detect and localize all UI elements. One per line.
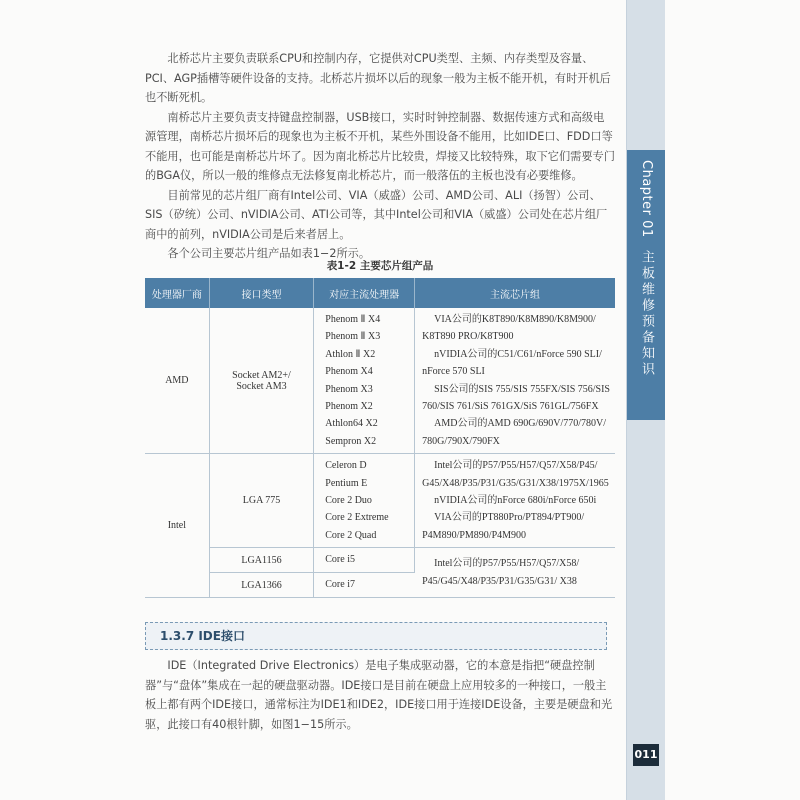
table-header-row — [145, 278, 615, 308]
cpu-item: Core 2 Quad — [325, 529, 377, 541]
chipset-line: 780G/790X/790FX — [422, 435, 500, 447]
section-title: 1.3.7 IDE接口 — [160, 629, 245, 643]
chipset-line: nVIDIA公司的C51/C61/nForce 590 SLI/ — [434, 348, 602, 360]
cpu-item: Celeron D — [325, 460, 367, 472]
interface-cell: LGA1156 — [209, 548, 314, 573]
chipset-line: SIS公司的SIS 755/SIS 755FX/SIS 756/SIS — [434, 383, 610, 395]
interface-line: Socket AM3 — [236, 380, 287, 392]
header-interface: 接口类型 — [209, 278, 314, 308]
header-cpu: 对应主流处理器 — [314, 278, 415, 308]
paragraph-southbridge: 南桥芯片主要负责支持键盘控制器，USB接口，实时时钟控制器、数据传速方式和高级电源管理，南桥芯片损坏后的现象也为主板不开机，某些外围设备不能用，比如IDE口、FDD口等不能用，也可能是南桥芯片坏了。因为南北桥芯片比较贵，焊接又比较特殊，取下它们需要专门的BGA仪，所以一般的维修点无法修复南北桥芯片，而一般落伍的主板也没有必要维修。 — [145, 110, 615, 182]
cpu-item: Phenom Ⅱ X3 — [325, 331, 381, 343]
chipset-cell — [415, 454, 615, 548]
header-vendor: 处理器厂商 — [145, 278, 209, 308]
cpu-item: Athlon64 X2 — [325, 418, 378, 430]
chipset-line: VIA公司的K8T890/K8M890/K8M900/ — [434, 314, 596, 325]
chipset-line: G45/X48/P35/P31/G35/G31/X38/1975X/1965 — [422, 477, 609, 489]
table-row-amd — [145, 308, 615, 454]
chipset-line: VIA公司的PT880Pro/PT894/PT900/ — [434, 512, 585, 524]
cpu-item: Phenom Ⅱ X4 — [325, 314, 381, 325]
paragraph-northbridge: 北桥芯片主要负责联系CPU和控制内存，它提供对CPU类型、主频、内存类型及容量、PCI、AGP插槽等硬件设备的支持。北桥芯片损坏以后的现象一般为主板不能开机，有时开机后也不断死机。 — [145, 52, 611, 104]
chapter-label — [632, 160, 660, 410]
cpu-item: Athlon Ⅱ X2 — [325, 348, 376, 360]
paragraph-table-ref: 各个公司主要芯片组产品如表1−2所示。 — [167, 247, 371, 260]
interface-line: Socket AM2+/ — [232, 369, 291, 381]
cpu-item: Core 2 Extreme — [325, 512, 389, 524]
table-caption: 表1-2 主要芯片组产品 — [326, 260, 434, 272]
cpu-item: Core i7 — [325, 579, 355, 591]
section-heading-box — [145, 622, 607, 650]
intro-text — [145, 49, 615, 264]
chapter-number: Chapter 01 — [639, 160, 654, 238]
chipset-line: nVIDIA公司的nForce 680i/nForce 650i — [434, 494, 597, 506]
chipset-cell — [415, 308, 615, 454]
chipset-table — [145, 278, 615, 598]
table-row-intel-lga1156 — [145, 548, 615, 573]
paragraph-ide: IDE（Integrated Drive Electronics）是电子集成驱动器，它的本意是指把“硬盘控制器”与“盘体”集成在一起的硬盘驱动器。IDE接口是目前在硬盘上应用较多的一种接口，一般主板上都有两个IDE接口，通常标注为IDE1和IDE2，IDE接口用于连接IDE设备，主要是硬盘和光驱，此接口有40根针脚，如图1−15所示。 — [145, 659, 613, 731]
chipset-line: K8T890 PRO/K8T900 — [422, 331, 514, 343]
chipset-line: P4M890/PM890/P4M900 — [422, 529, 527, 541]
vendor-cell: Intel — [145, 454, 209, 598]
interface-cell — [209, 308, 314, 454]
chipset-line: nForce 570 SLI — [422, 366, 485, 378]
interface-cell: LGA 775 — [209, 454, 314, 548]
interface-cell: LGA1366 — [209, 573, 314, 598]
cpu-cell — [314, 548, 415, 573]
chipset-cell — [415, 548, 615, 598]
page-number: 011 — [633, 744, 659, 766]
cpu-cell — [314, 308, 415, 454]
chipset-line: AMD公司的AMD 690G/690V/770/780V/ — [434, 418, 607, 430]
vendor-cell: AMD — [145, 308, 209, 454]
header-chipset: 主流芯片组 — [415, 278, 615, 308]
chipset-line: Intel公司的P57/P55/H57/Q57/X58/ — [434, 558, 580, 570]
cpu-item: Phenom X2 — [325, 400, 373, 412]
cpu-item: Pentium E — [325, 477, 368, 489]
chipset-line: P45/G45/X48/P35/P31/G35/G31/ X38 — [422, 575, 577, 587]
cpu-cell — [314, 573, 415, 598]
chipset-line: 760/SIS 761/SiS 761GX/SiS 761GL/756FX — [422, 400, 599, 412]
cpu-item: Core 2 Duo — [325, 494, 372, 506]
ide-text — [145, 656, 615, 734]
cpu-item: Phenom X4 — [325, 366, 373, 378]
cpu-item: Phenom X3 — [325, 383, 373, 395]
cpu-item: Sempron X2 — [325, 435, 377, 447]
chapter-title: 主板维修预备知识 — [639, 250, 654, 379]
cpu-cell — [314, 454, 415, 548]
cpu-item: Core i5 — [325, 554, 355, 566]
chipset-line: Intel公司的P57/P55/H57/Q57/X58/P45/ — [434, 460, 598, 472]
paragraph-vendors: 目前常见的芯片组厂商有Intel公司、VIA（威盛）公司、AMD公司、ALI（扬智）公司、SIS（矽统）公司、nVIDIA公司、ATI公司等，其中Intel公司和VIA（威盛）公司处在芯片组厂商中的前列，nVIDIA公司是后来者居上。 — [145, 188, 608, 241]
table-row-intel-lga775 — [145, 454, 615, 548]
